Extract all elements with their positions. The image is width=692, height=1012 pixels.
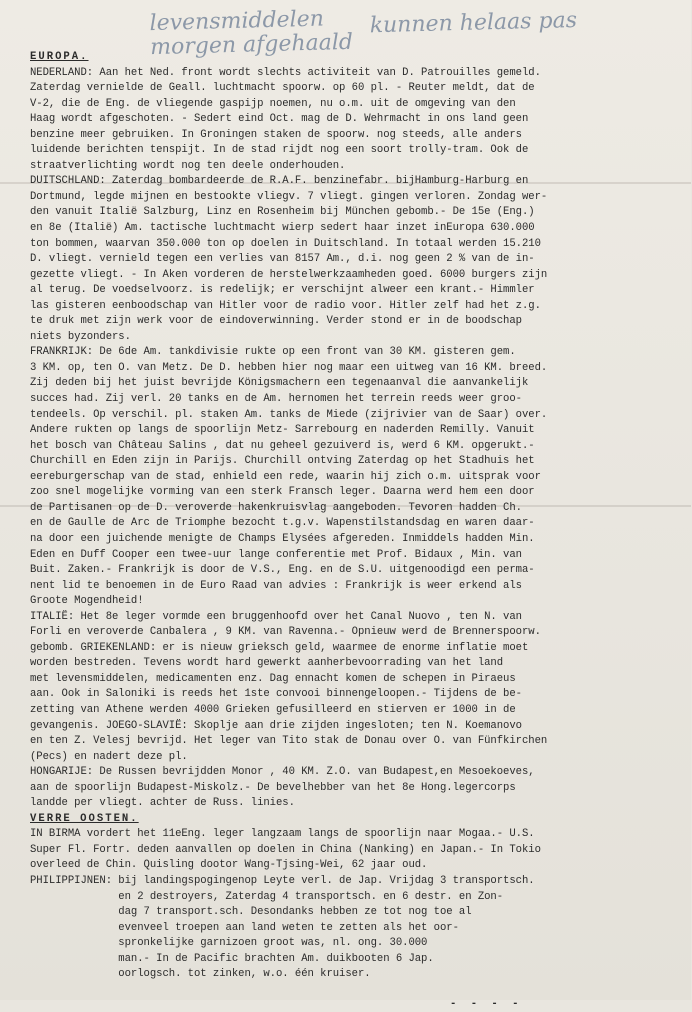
text-line: dag 7 transport.sch. Desondanks hebben ze tot nog toe al (30, 906, 472, 919)
text-line: nent lid te benoemen in de Euro Raad van advies : Frankrijk is weer erkend als (30, 579, 522, 592)
text-line: landde per vliegt. achter de Russ. linies. (30, 797, 295, 810)
text-line: aan de spoorlijn Budapest-Miskolz.- De bevelhebber van het 8e Hong.legercorps (30, 781, 516, 794)
text-line: ITALIË: Het 8e leger vormde een bruggenhoofd over het Canal Nuovo , ten N. van (30, 610, 522, 623)
far-east-news (30, 827, 670, 982)
text-line: en de Gaulle de Arc de Triomphe bezocht t.g.v. Wapenstilstandsdag en waren daar- (30, 517, 535, 530)
text-line: las gisteren eenboodschap van Hitler voor de radio voor. Hitler zelf had het z.g. (30, 299, 541, 312)
text-line: Zij deden bij het juist bevrijde Königsmachern een tegenaanval die aanvankelijk (30, 377, 529, 390)
text-line: te druk met zijn werk voor de eindoverwinning. Verder stond er in de boodschap (30, 315, 522, 328)
text-line: al terug. De voedselvoorz. is redelijk; er verschijnt alweer een krant.- Himmler (30, 284, 535, 297)
text-line: oorlogsch. tot zinken, w.o. één kruiser. (30, 968, 371, 981)
text-line: FRANKRIJK: De 6de Am. tankdivisie rukte op een front van 30 KM. gisteren gem. (30, 346, 516, 359)
text-line: Andere rukten op langs de spoorlijn Metz- Sarrebourg en naderden Remilly. Vanuit (30, 424, 535, 437)
text-line: evenveel troepen aan land weten te zetten als het oor- (30, 921, 459, 934)
text-line: succes had. Zij verl. 20 tanks en de Am. hernomen het terrein reeds weer groo- (30, 393, 522, 406)
text-line: en 8e (Italië) Am. tactische luchtmacht wierp sedert haar inzet inEuropa 630.000 (30, 222, 535, 235)
text-line: Churchill en Eden zijn in Parijs. Churchill ontving Zaterdag op het Stadhuis het (30, 455, 535, 468)
text-line: eereburgerschap van de stad, enhield een rede, waarin hij zich o.m. uitsprak voor (30, 470, 541, 483)
text-line: straatverlichting wordt nog ten deele onderhouden. (30, 159, 346, 172)
text-line: het bosch van Château Salins , dat nu geheel gezuiverd is, werd 6 KM. opgerukt.- (30, 439, 535, 452)
section-heading-europa: EUROPA. (30, 51, 89, 63)
text-line: niets byzonders. (30, 330, 131, 343)
text-line: NEDERLAND: Aan het Ned. front wordt slechts activiteit van D. Patrouilles gemeld. (30, 66, 541, 79)
text-line: gebomb. GRIEKENLAND: er is nieuw grieksch geld, waarmee de enorme inflatie moet (30, 641, 529, 654)
text-line: Super Fl. Fortr. deden aanvallen op doelen in China (Nanking) en Japan.- In Tokio (30, 843, 541, 856)
closing-mark: - - - - (450, 997, 523, 1010)
europa-news (30, 66, 670, 812)
text-line: overleed de Chin. Quisling dootor Wang-Tjsing-Wei, 62 jaar oud. (30, 859, 428, 872)
text-line: Zaterdag vernielde de Geall. luchtmacht spoorw. op 60 pl. - Reuter meldt, dat de (30, 82, 535, 95)
bulletin-body (30, 50, 670, 1012)
text-line: worden bestreden. Tevens wordt hard gewerkt aanherbevoorrading van het land (30, 657, 504, 670)
text-line: en ten Z. Velesj bevrijd. Het leger van Tito stak de Donau over O. van Fünfkirchen (30, 735, 548, 748)
text-line: D. vliegt. vernield tegen een verlies van 8157 Am., d.i. nog geen 2 % van de in- (30, 253, 535, 266)
text-line: aan. Ook in Saloniki is reeds het 1ste convooi binnengeloopen.- Tijdens de be- (30, 688, 522, 701)
text-line: met levensmiddelen, medicamenten enz. Dag ennacht komen de schepen in Piraeus (30, 672, 516, 685)
text-line: Dortmund, legde mijnen en bestookte vliegv. 7 vliegt. gingen verloren. Zondag wer- (30, 190, 548, 203)
text-line: ton bommen, waarvan 350.000 ton op doelen in Duitschland. In totaal werden 15.210 (30, 237, 541, 250)
text-line: 3 KM. op, ten O. van Metz. De D. hebben hier nog maar een uitweg van 16 KM. breed. (30, 361, 548, 374)
text-line: zoo snel mogelijke vorming van een sterk Fransch leger. Daarna werd hem een door (30, 486, 535, 499)
text-line: Eden en Duff Cooper een twee-uur lange conferentie met Prof. Bidaux , Min. van (30, 548, 522, 561)
text-line: Haag wordt afgeschoten. - Sedert eind Oct. mag de D. Wehrmacht in ons land geen (30, 113, 529, 126)
handwritten-line: kunnen helaas pas (369, 7, 578, 39)
text-line: en 2 destroyers, Zaterdag 4 transportsch. en 6 destr. en Zon- (30, 890, 504, 903)
section-heading-verre-oosten: VERRE OOSTEN. (30, 812, 139, 825)
text-line: (Pecs) en nadert deze pl. (30, 750, 188, 763)
text-line: tendeels. Op verschil. pl. staken Am. tanks de Miede (zijrivier van de Saar) over. (30, 408, 548, 421)
text-line: IN BIRMA vordert het 11eEng. leger langzaam langs de spoorlijn naar Mogaa.- U.S. (30, 828, 535, 841)
text-line: gevangenis. JOEGO-SLAVIË: Skoplje aan drie zijden ingesloten; ten N. Koemanovo (30, 719, 522, 732)
text-line: Buit. Zaken.- Frankrijk is door de V.S., Eng. en de S.U. uitgenoodigd een perma- (30, 564, 535, 577)
text-line: gezette vliegt. - In Aken vorderen de herstelwerkzaamheden goed. 6000 burgers zijn (30, 268, 548, 281)
text-line: luidende berichten tenspijt. In de stad rijdt nog een soort trolly-tram. Ook de (30, 144, 529, 157)
text-line: V-2, die de Eng. de vliegende gaspijp noemen, nu o.m. uit de omgeving van den (30, 97, 516, 110)
text-line: den vanuit Italië Salzburg, Linz en Rosenheim bij München gebomb.- De 15e (Eng.) (30, 206, 535, 219)
text-line: de Partisanen op de D. veroverde hakenkruisvlag aangeboden. Tevoren hadden Ch. (30, 501, 522, 514)
text-line: HONGARIJE: De Russen bevrijdden Monor , 40 KM. Z.O. van Budapest,en Mesoekoeves, (30, 766, 535, 779)
text-line: man.- In de Pacific brachten Am. duikbooten 6 Jap. (30, 952, 434, 965)
text-line: Groote Mogendheid! (30, 595, 144, 608)
text-line: na door een juichende menigte de Champs Elysées afgereden. Inmiddels hadden Min. (30, 532, 535, 545)
text-line: Forli en veroverde Canbalera , 9 KM. van Ravenna.- Opnieuw werd de Brennerspoorw. (30, 626, 541, 639)
handwritten-line: morgen afgehaald (149, 29, 354, 61)
text-line: PHILIPPIJNEN: bij landingspogingenop Leyte verl. de Jap. Vrijdag 3 transportsch. (30, 874, 535, 887)
text-line: spronkelijke garnizoen groot was, nl. ong. 30.000 (30, 937, 428, 950)
text-line: DUITSCHLAND: Zaterdag bombardeerde de R.A.F. benzinefabr. bijHamburg-Harburg en (30, 175, 529, 188)
text-line: zetting van Athene werden 4000 Grieken gefusilleerd en stierven er 1000 in de (30, 703, 516, 716)
text-line: benzine meer gebruiken. In Groningen staken de spoorw. nog steeds, alle anders (30, 128, 522, 141)
handwritten-line: levensmiddelen (149, 6, 325, 37)
